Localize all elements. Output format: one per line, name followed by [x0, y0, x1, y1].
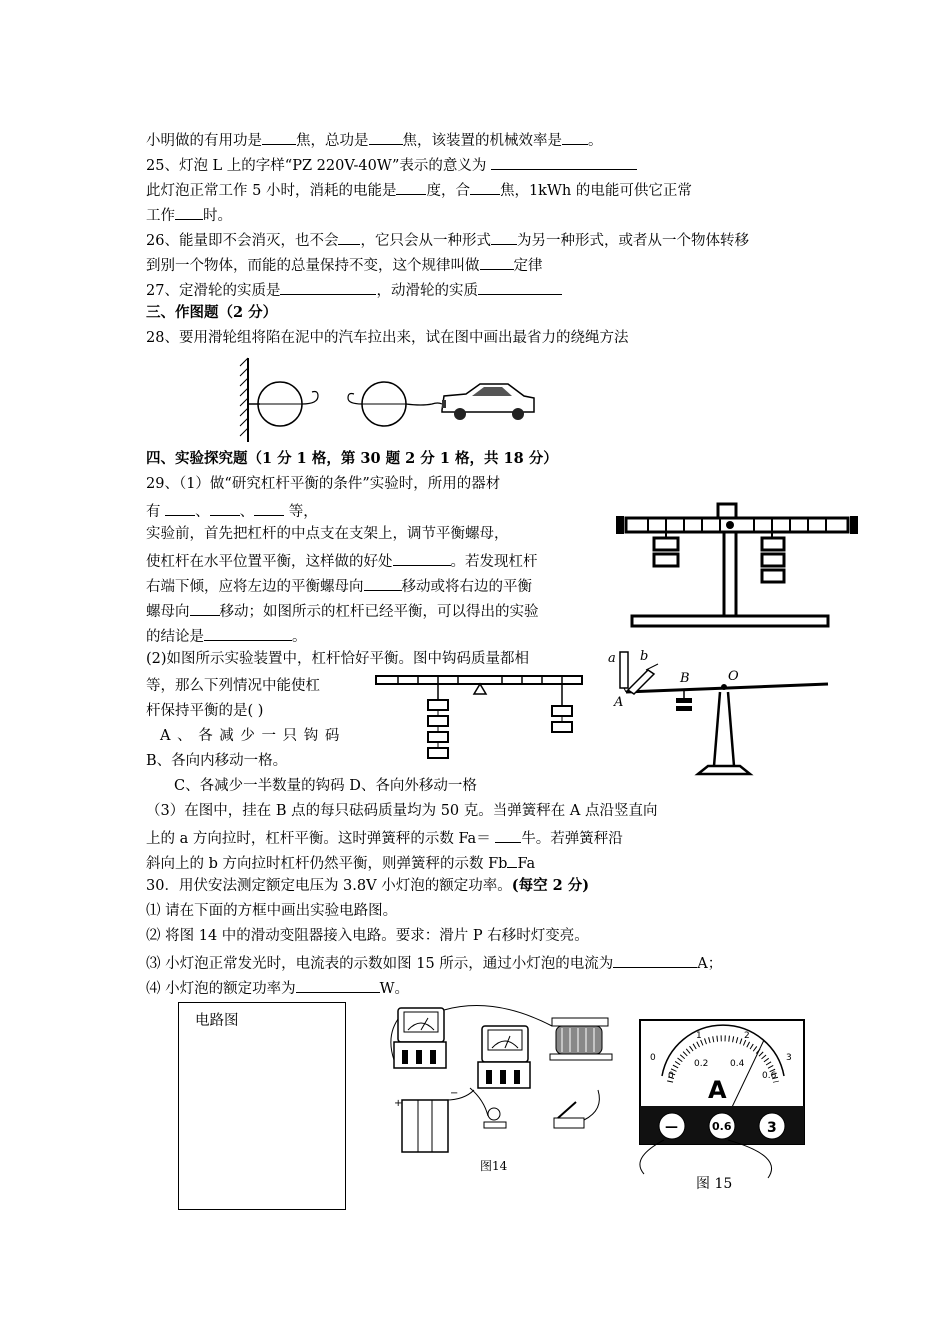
section-4-heading: 四、实验探究题（1 分 1 格，第 30 题 2 分 1 格，共 18 分）: [146, 450, 558, 467]
blank[interactable]: [491, 228, 517, 245]
q25-line2: 此灯泡正常工作 5 小时，消耗的电能是 度，合 焦，1kWh 的电能可供它正常: [146, 178, 692, 201]
blank[interactable]: [262, 128, 296, 145]
tick-bottom-0: 0: [668, 1071, 674, 1081]
blank[interactable]: [495, 826, 521, 843]
blank[interactable]: [338, 228, 360, 245]
q29-line1: 29、（1）做“研究杠杆平衡的条件”实验时，所用的器材: [146, 476, 501, 492]
q29-part2-line1: (2)如图所示实验装置中，杠杆恰好平衡。图中钩码质量都相: [146, 651, 530, 667]
q30-part2: ⑵ 将图 14 中的滑动变阻器接入电路。要求：滑片 P 右移时灯变亮。: [146, 928, 589, 944]
pulley-car-figure: [236, 352, 536, 444]
section-3-heading: 三、作图题（2 分）: [146, 304, 278, 321]
label-O: O: [728, 669, 739, 684]
q29-part3-line3: 斜向上的 b 方向拉时杠杆仍然平衡，则弹簧秤的示数 Fb Fa: [146, 851, 535, 874]
blank[interactable]: [478, 278, 562, 295]
blank[interactable]: [396, 178, 426, 195]
q30-part3: ⑶ 小灯泡正常发光时，电流表的示数如图 15 所示，通过小灯泡的电流为 A；: [146, 951, 722, 974]
blank[interactable]: [210, 499, 240, 516]
tick-bottom-1: 0.2: [694, 1059, 709, 1069]
q29-part3-line1: （3）在图中，挂在 B 点的每只砝码质量均为 50 克。当弹簧秤在 A 点沿竖直向: [146, 803, 658, 819]
blank[interactable]: [296, 976, 380, 993]
blank[interactable]: [613, 951, 697, 968]
tick-top-1: 1: [696, 1031, 702, 1041]
q30-part4: ⑷ 小灯泡的额定功率为 W。: [146, 976, 409, 999]
blank[interactable]: [491, 153, 637, 170]
svg-text:−: −: [450, 1088, 459, 1099]
meter-unit-label: A: [708, 1076, 727, 1104]
tick-bottom-2: 0.4: [730, 1059, 745, 1069]
blank[interactable]: [562, 128, 588, 145]
terminal-negative[interactable]: —: [665, 1120, 678, 1135]
blank[interactable]: [254, 499, 284, 516]
tick-top-0: 0: [650, 1053, 656, 1063]
q29-line4: 使杠杆在水平位置平衡，这样做的好处 。若发现杠杆: [146, 549, 538, 572]
q29-part2-line3: 杆保持平衡的是( ): [146, 703, 264, 719]
label-a: a: [608, 651, 616, 666]
q26-line1: 26、能量即不会消灭，也不会 ，它只会从一种形式 为另一种形式，或者从一个物体转移: [146, 228, 749, 251]
option-b: B、各向内移动一格。: [146, 753, 288, 769]
q26-line2: 到别一个物体，而能的总量保持不变，这个规律叫做 定律: [146, 253, 543, 276]
label-B: B: [680, 671, 690, 686]
blank[interactable]: [369, 128, 403, 145]
blank[interactable]: [393, 549, 451, 566]
tick-bottom-3: 0.6: [762, 1071, 777, 1081]
tick-top-2: 2: [744, 1031, 750, 1041]
terminal-0.6[interactable]: 0.6: [712, 1120, 732, 1133]
q30-part1: ⑴ 请在下面的方框中画出实验电路图。: [146, 903, 398, 919]
option-c-d: C、各减少一半数量的钩码 D、各向外移动一格: [174, 778, 477, 794]
q25-line3: 工作 时。: [146, 203, 232, 226]
figure-15-ammeter: [634, 1018, 810, 1194]
blank[interactable]: [480, 253, 514, 270]
q25-line1: 25、灯泡 L 上的字样“PZ 220V-40W”表示的意义为: [146, 153, 637, 176]
blank[interactable]: [165, 499, 195, 516]
q29-line6: 螺母向 移动；如图所示的杠杆已经平衡，可以得出的实验: [146, 599, 539, 622]
blank[interactable]: [204, 624, 292, 641]
blank[interactable]: [364, 574, 402, 591]
figure-14-caption: 图14: [480, 1159, 508, 1173]
figure-14-circuit-components: [384, 1000, 620, 1176]
blank[interactable]: [190, 599, 220, 616]
option-a: A 、 各 减 少 一 只 钩 码: [160, 728, 341, 744]
lever-balance-figure: [612, 498, 862, 630]
q24-line: 小明做的有用功是 焦，总功是 焦，该装置的机械效率是 。: [146, 128, 603, 151]
blank[interactable]: [175, 203, 203, 220]
lever-spring-balance-figure: [600, 644, 832, 776]
blank[interactable]: [280, 278, 376, 295]
lever-weights-figure: [374, 672, 586, 768]
tick-top-3: 3: [786, 1053, 792, 1063]
circuit-box-label: 电路图: [195, 1013, 239, 1029]
q29-part2-line2: 等，那么下列情况中能使杠: [146, 678, 320, 694]
label-A: A: [614, 695, 624, 710]
q29-line3: 实验前，首先把杠杆的中点支在支架上，调节平衡螺母，: [146, 526, 509, 542]
q29-line7: 的结论是 。: [146, 624, 307, 647]
q29-part3-line2: 上的 a 方向拉时，杠杆平衡。这时弹簧秤的示数 Fa＝ 牛。若弹簧秤沿: [146, 826, 623, 849]
terminal-3[interactable]: 3: [767, 1120, 777, 1136]
q29-line2: 有 、 、 等，: [146, 499, 318, 522]
circuit-diagram-box[interactable]: [178, 1002, 346, 1210]
figure-15-caption: 图 15: [696, 1176, 733, 1192]
label-b: b: [640, 649, 649, 664]
blank[interactable]: [507, 851, 517, 868]
q28-line: 28、要用滑轮组将陷在泥中的汽车拉出来，试在图中画出最省力的绕绳方法: [146, 330, 629, 346]
blank[interactable]: [470, 178, 500, 195]
svg-text:+: +: [394, 1098, 403, 1109]
q27-line: 27、定滑轮的实质是 ，动滑轮的实质: [146, 278, 562, 301]
q29-line5: 右端下倾，应将左边的平衡螺母向 移动或将右边的平衡: [146, 574, 532, 597]
q30-line: 30．用伏安法测定额定电压为 3.8V 小灯泡的额定功率。(每空 2 分): [146, 877, 590, 894]
